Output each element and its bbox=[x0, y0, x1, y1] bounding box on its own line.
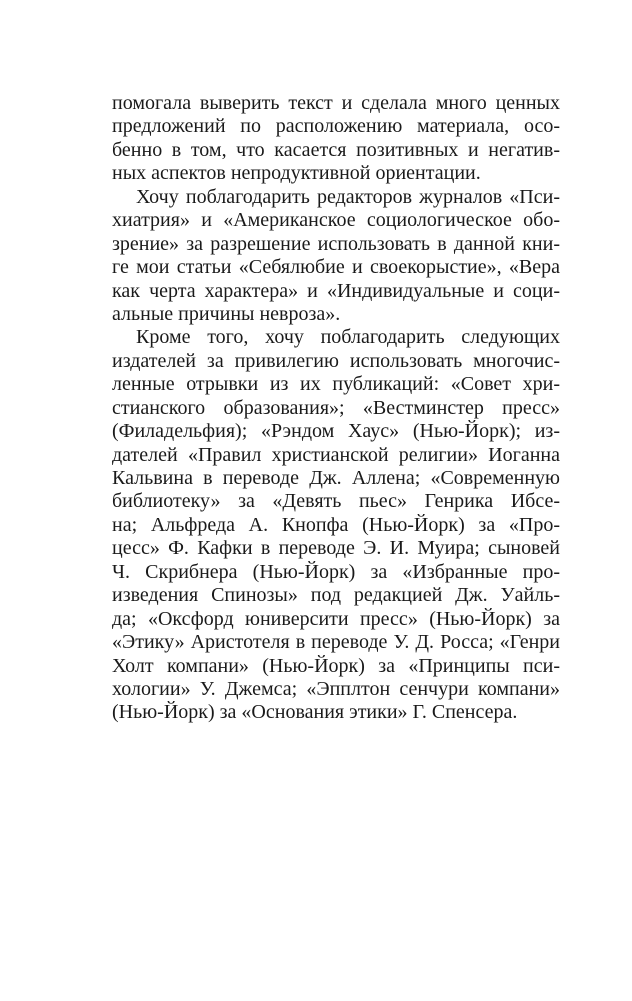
text-line: (Филадельфия); «Рэндом Хаус» (Нью-Йорк); из- bbox=[112, 420, 560, 443]
text-line: на; Альфреда А. Кнопфа (Нью-Йорк) за «Про- bbox=[112, 513, 560, 536]
text-line: издателей за привилегию использовать многочис- bbox=[112, 349, 560, 372]
paragraph bbox=[112, 186, 560, 327]
text-line: Кальвина в переводе Дж. Аллена; «Современную bbox=[112, 467, 560, 489]
text-line: Холт компани» (Нью-Йорк) за «Принципы пси- bbox=[112, 654, 560, 677]
text-line: цесс» Ф. Кафки в переводе Э. И. Муира; сыновей bbox=[112, 537, 560, 560]
text-line: ленные отрывки из их публикаций: «Совет хри- bbox=[112, 373, 560, 396]
text-line: ге мои статьи «Себялюбие и своекорыстие», «Вера bbox=[112, 256, 560, 279]
text-line: предложений по расположению материала, осо- bbox=[112, 115, 560, 138]
text-line: дателей «Правил христианской религии» Иоганна bbox=[112, 443, 560, 466]
text-line: да; «Оксфорд юниверсити пресс» (Нью-Йорк) за bbox=[112, 607, 560, 630]
text-line: бенно в том, что касается позитивных и негатив- bbox=[112, 138, 560, 161]
text-line: стианского образования»; «Вестминстер пресс» bbox=[112, 396, 560, 419]
text-line: помогала выверить текст и сделала много ценных bbox=[112, 92, 560, 114]
text-line: Кроме того, хочу поблагодарить следующих bbox=[136, 326, 560, 349]
text-line: альные причины невроза». bbox=[112, 302, 341, 325]
text-line: (Нью-Йорк) за «Основания этики» Г. Спенсера. bbox=[112, 701, 518, 724]
text-line: как черта характера» и «Индивидуальные и соци- bbox=[112, 279, 560, 302]
text-line: хологии» У. Джемса; «Эпплтон сенчури компани» bbox=[112, 677, 560, 700]
paragraph bbox=[112, 92, 560, 186]
text-line: зрение» за разрешение использовать в данной кни- bbox=[112, 232, 560, 255]
text-line: ных аспектов непродуктивной ориентации. bbox=[112, 162, 481, 185]
text-line: библиотеку» за «Девять пьес» Генрика Ибсе- bbox=[112, 490, 560, 513]
text-line: «Этику» Аристотеля в переводе У. Д. Росса; «Генри bbox=[112, 631, 560, 654]
text-line: хиатрия» и «Американское социологическое обо- bbox=[112, 209, 560, 232]
page-body bbox=[112, 92, 560, 725]
text-line: Ч. Скрибнера (Нью-Йорк) за «Избранные про- bbox=[112, 560, 560, 583]
text-line: изведения Спинозы» под редакцией Дж. Уайль- bbox=[112, 584, 560, 607]
paragraph bbox=[112, 326, 560, 724]
text-line: Хочу поблагодарить редакторов журналов «Пси- bbox=[136, 185, 560, 208]
